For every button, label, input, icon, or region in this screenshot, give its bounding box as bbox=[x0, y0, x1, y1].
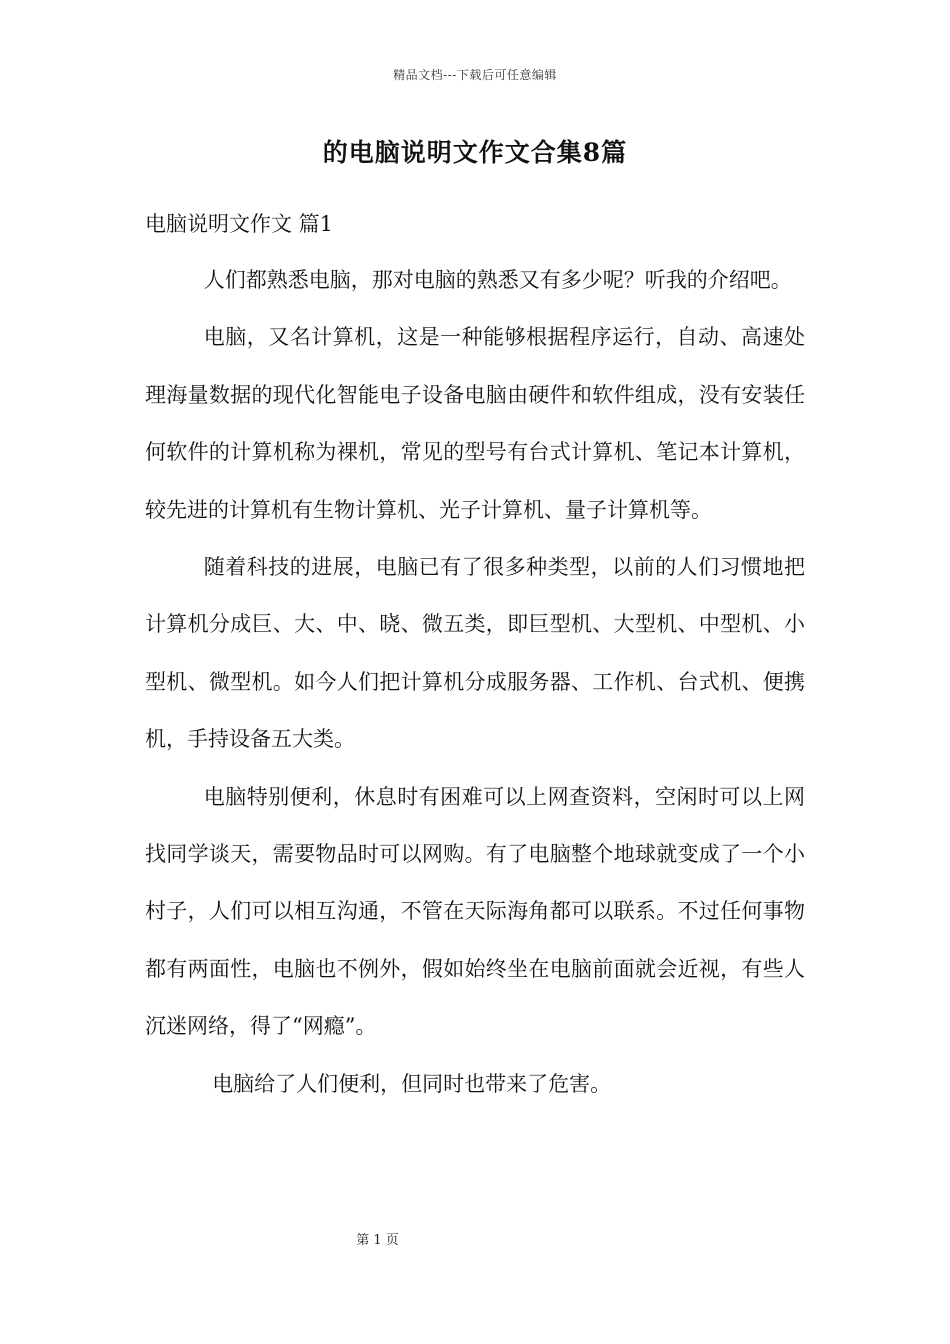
page-number: 第 1 页 bbox=[356, 1233, 399, 1248]
paragraph-2: 电脑，又名计算机，这是一种能够根据程序运行，自动、高速处理海量数据的现代化智能电子设备电脑由硬件和软件组成，没有安装任何软件的计算机称为裸机，常见的型号有台式计算机、笔记本计算机，较先进的计算机有生物计算机、光子计算机、量子计算机等。 bbox=[145, 325, 805, 522]
paragraph-3: 随着科技的进展，电脑已有了很多种类型，以前的人们习惯地把计算机分成巨、大、中、晓、微五类，即巨型机、大型机、中型机、小型机、微型机。如今人们把计算机分成服务器、工作机、台式机、便携机，手持设备五大类。 bbox=[145, 555, 805, 752]
paragraph-5: 电脑给了人们便利，但同时也带来了危害。 bbox=[212, 1071, 612, 1096]
document-body bbox=[145, 252, 805, 1113]
section-heading: 电脑说明文作文 篇1 bbox=[145, 212, 334, 236]
document-header: 精品文档---下载后可任意编辑 bbox=[393, 68, 557, 82]
paragraph-4: 电脑特别便利，休息时有困难可以上网查资料，空闲时可以上网找同学谈天，需要物品时可以网购。有了电脑整个地球就变成了一个小村子，人们可以相互沟通，不管在天际海角都可以联系。不过任何事物都有两面性，电脑也不例外，假如始终坐在电脑前面就会近视，有些人沉迷网络，得了“网瘾”。 bbox=[145, 784, 805, 1039]
document-title: 的电脑说明文作文合集8篇 bbox=[322, 138, 628, 167]
paragraph-1: 人们都熟悉电脑，那对电脑的熟悉又有多少呢？听我的介绍吧。 bbox=[203, 268, 792, 292]
